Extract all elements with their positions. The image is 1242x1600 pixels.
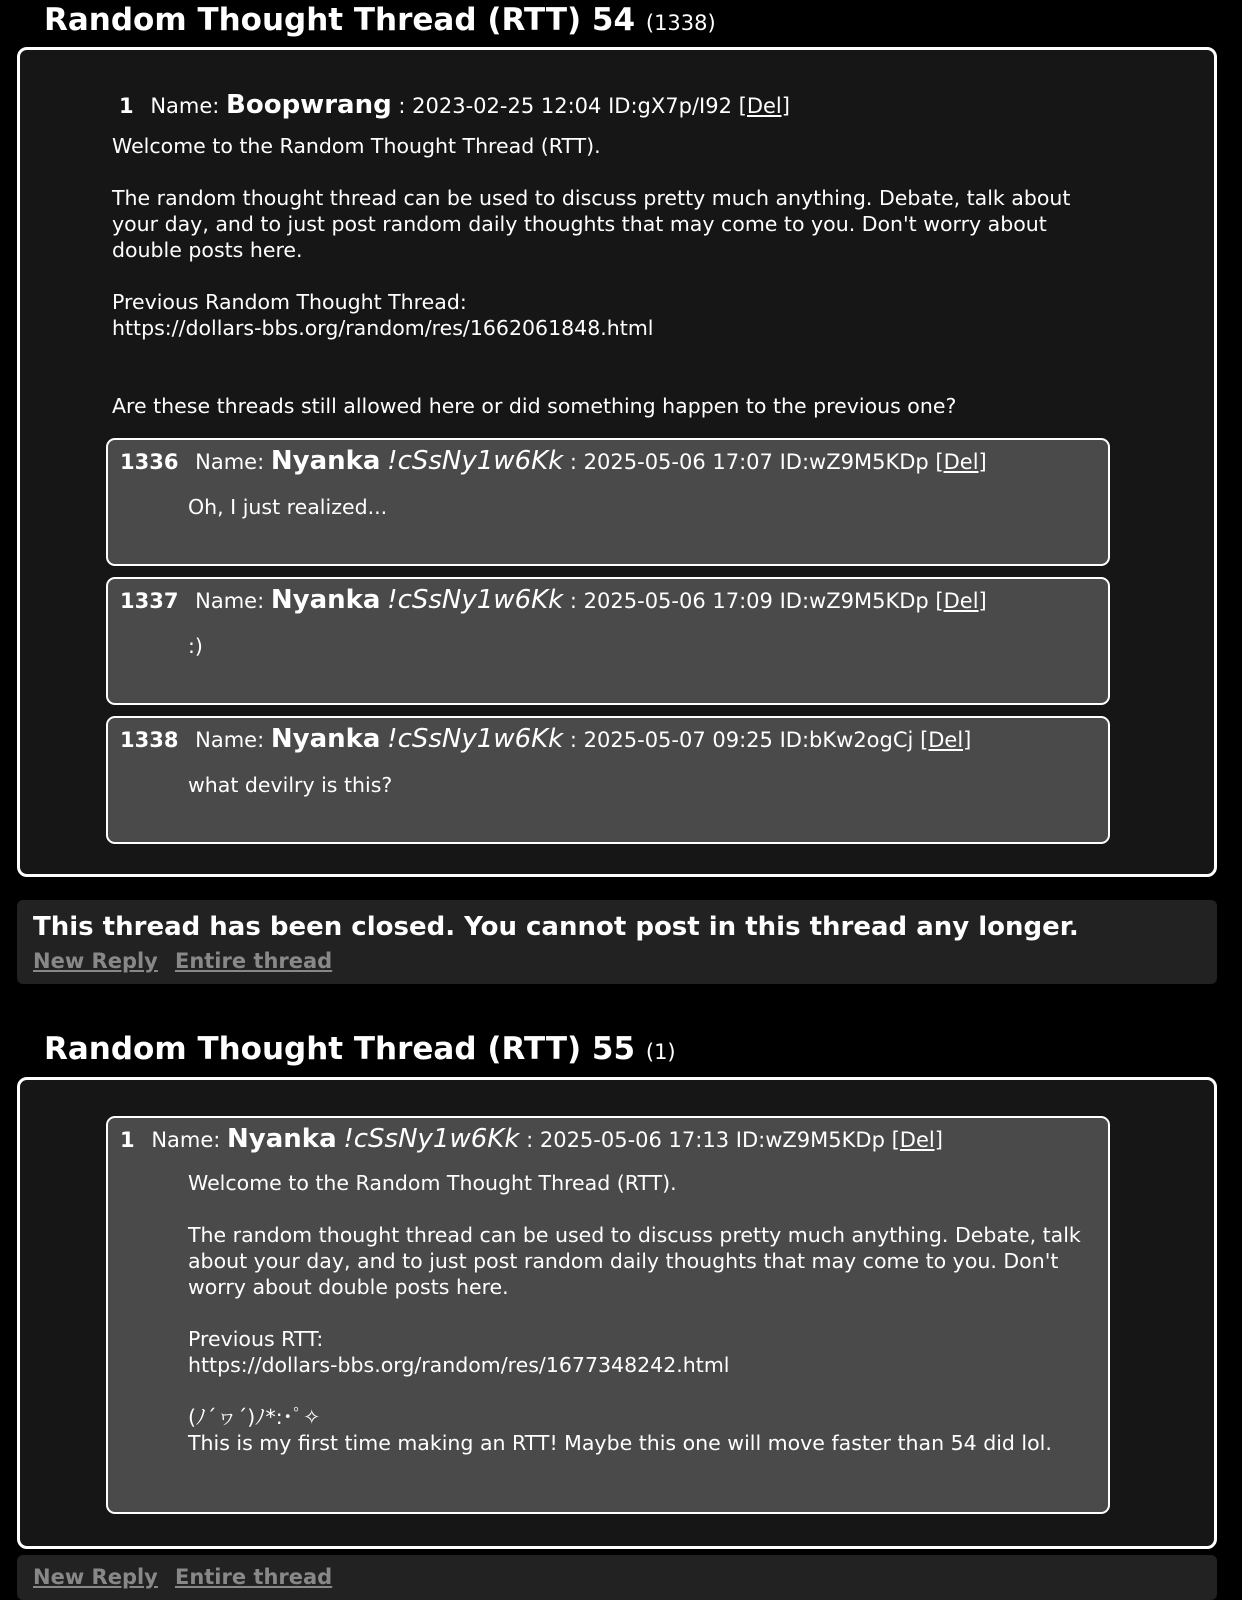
delete-link[interactable]: [Del] [891,1128,943,1152]
post-body: Oh, I just realized... [188,495,388,519]
post-header [120,724,971,755]
post-header [119,90,1092,121]
reply-post [106,438,1110,566]
entire-thread-link[interactable]: Entire thread [174,1565,333,1589]
new-reply-link[interactable]: New Reply [33,1565,158,1589]
thread-links [33,949,344,973]
separator: : [526,1128,534,1152]
post-date: 2025-05-06 17:13 [539,1128,730,1152]
name-label: Name: [151,1128,221,1152]
tripcode: !cSsNy1w6Kk [387,585,564,615]
thread-title [44,1029,676,1072]
thread-footer [17,900,1217,984]
post-date: 2023-02-25 12:04 [412,94,602,118]
poster-name: Nyanka [270,446,381,476]
delete-link[interactable]: [Del] [935,450,987,474]
post-header [120,1124,943,1155]
post-number[interactable]: 1338 [120,728,179,752]
tripcode: !cSsNy1w6Kk [387,446,564,476]
separator: : [569,589,577,613]
post-number[interactable]: 1336 [120,450,179,474]
poster-id: ID:wZ9M5KDp [779,450,929,474]
thread-footer [17,1555,1217,1600]
entire-thread-link[interactable]: Entire thread [174,949,333,973]
post-number[interactable]: 1337 [120,589,179,613]
post-date: 2025-05-06 17:07 [583,450,773,474]
poster-id: ID:wZ9M5KDp [735,1128,885,1152]
post-header [120,446,987,477]
separator: : [398,94,406,118]
poster-name: Nyanka [270,724,381,754]
thread-title-text: Random Thought Thread (RTT) 54 [44,2,636,38]
poster-name: Nyanka [270,585,381,615]
poster-id: ID:wZ9M5KDp [779,589,929,613]
thread-post-count: (1338) [645,11,716,35]
tripcode: !cSsNy1w6Kk [387,724,564,754]
separator: : [569,450,577,474]
reply-post [106,577,1110,705]
thread-links [33,1565,344,1589]
post-number[interactable]: 1 [120,1128,135,1152]
name-label: Name: [195,589,265,613]
thread-post-count: (1) [645,1040,676,1064]
post-date: 2025-05-06 17:09 [583,589,773,613]
poster-name: Nyanka [227,1124,337,1154]
poster-id: ID:gX7p/I92 [608,94,732,118]
tripcode: !cSsNy1w6Kk [343,1124,520,1154]
name-label: Name: [150,94,220,118]
thread-box [17,47,1217,877]
post-header [120,585,987,616]
post-date: 2025-05-07 09:25 [583,728,773,752]
post-body: what devilry is this? [188,773,393,797]
thread-title-text: Random Thought Thread (RTT) 55 [44,1031,636,1067]
delete-link[interactable]: [Del] [920,728,972,752]
post-body: Welcome to the Random Thought Thread (RTT). The random thought thread can be used to discuss pretty much anything. Debate, talk about your day, and to just post random daily thoughts that may come to you. Don't worry about double posts here. Previous RTT: https://dollars-bbs.org/random/res/1677348242.html (ﾉ´ヮ´)ﾉ*:･ﾟ✧ This is my first time making an RTT! Maybe this one will move faster than 54 did lol. [188,1171,1081,1455]
op-post [112,90,1092,419]
poster-name: Boopwrang [226,90,392,120]
thread-title [44,0,716,43]
delete-link[interactable]: [Del] [738,94,790,118]
name-label: Name: [195,728,265,752]
post-body: Welcome to the Random Thought Thread (RTT). The random thought thread can be used to discuss pretty much anything. Debate, talk about your day, and to just post random daily thoughts that may come to you. Don't worry about double posts here. Previous Random Thought Thread: https://dollars-bbs.org/random/res/1662061848.html Are these threads still allowed here or did something happen to the previous one? [112,134,1071,418]
post-body: :) [188,634,203,658]
new-reply-link[interactable]: New Reply [33,949,158,973]
delete-link[interactable]: [Del] [935,589,987,613]
thread-closed-message: This thread has been closed. You cannot post in this thread any longer. [33,912,1079,942]
separator: : [569,728,577,752]
op-post [106,1116,1110,1514]
post-number[interactable]: 1 [119,94,134,118]
name-label: Name: [195,450,265,474]
thread-box [17,1077,1217,1549]
poster-id: ID:bKw2ogCj [779,728,914,752]
reply-post [106,716,1110,844]
